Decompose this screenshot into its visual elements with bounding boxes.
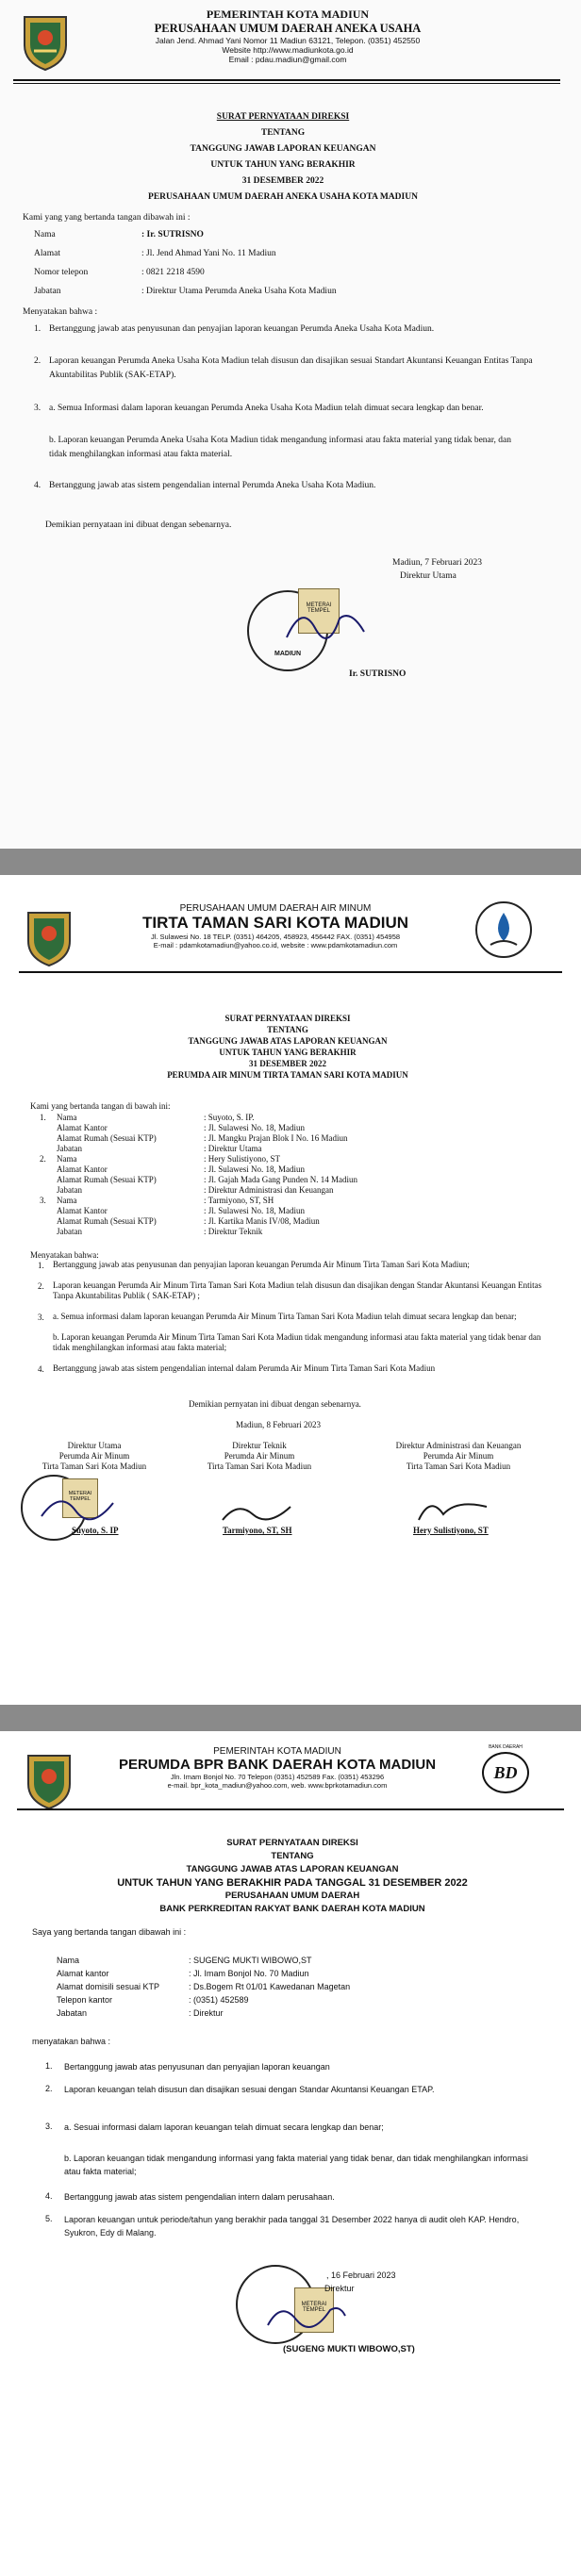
header-divider <box>19 971 562 973</box>
signer-name: Hery Sulistiyono, ST <box>413 1526 489 1535</box>
statement-item: b. Laporan keuangan Perumda Aneka Usaha Kota Madiun tidak mengandung informasi atau fakta material yang tidak benar, dan tidak menghilangkan informasi atau fakta material. <box>49 436 512 459</box>
field-label: Jabatan <box>34 287 61 296</box>
statement-item: Laporan keuangan untuk periode/tahun yang berakhir pada tanggal 31 Desember 2022 hanya di audit oleh KAP. Hendro, Syukron, Edy di Malang. <box>64 2215 520 2237</box>
statement-heading: Menyatakan bahwa : <box>23 307 98 317</box>
header-divider <box>13 79 560 84</box>
person-field-value: : Jl. Mangku Prajan Blok I No. 16 Madiun <box>204 1133 348 1143</box>
person-field-label: Alamat Rumah (Sesuai KTP) <box>57 1133 157 1143</box>
statement-item: Bertanggung jawab atas sistem pengendalian internal dalam Perumda Air Minum Tirta Taman Sari Kota Madiun <box>53 1363 436 1373</box>
header-email: Email : pdau.madiun@gmail.com <box>228 55 347 64</box>
field-label: Nomor telepon <box>34 268 89 277</box>
person-field-value: : Jl. Sulawesi No. 18, Madiun <box>204 1164 305 1174</box>
item-number: 1. <box>45 2061 53 2071</box>
person-field-label: Alamat Kantor <box>57 1164 108 1174</box>
field-value: : Direktur <box>189 2008 224 2018</box>
intro-text: Saya yang bertanda tangan dibawah ini : <box>32 1927 187 1937</box>
item-number: 4. <box>34 481 42 490</box>
field-label: Nama <box>57 1956 80 1965</box>
person-field-value: : Direktur Administrasi dan Keuangan <box>204 1185 334 1195</box>
statement-item: Bertanggung jawab atas penyusunan dan penyajian laporan keuangan Perumda Aneka Usaha Kota Madiun. <box>49 324 435 334</box>
person-field-label: Nama <box>57 1196 77 1205</box>
sign-date: Madiun, 8 Februari 2023 <box>236 1420 321 1429</box>
person-field-label: Nama <box>57 1113 77 1122</box>
signer-name: Tarmiyono, ST, SH <box>223 1526 292 1535</box>
person-number: 1. <box>40 1113 46 1122</box>
header-address: Jln. Imam Bonjol No. 70 Telepon (0351) 452589 Fax. (0351) 453296 <box>170 1773 385 1781</box>
letter-page-tirta-taman-sari <box>0 875 581 1705</box>
statement-item: a. Semua informasi dalam laporan keuangan Perumda Air Minum Tirta Taman Sari Kota Madiun telah dimuat secara lengkap dan benar; <box>53 1312 517 1321</box>
statement-item: Bertanggung jawab atas sistem pengendalian intern dalam perusahaan. <box>64 2192 335 2202</box>
item-number: 3. <box>38 1313 44 1322</box>
letter-page-bpr-bank-daerah <box>0 1731 581 2576</box>
meterai-label: METERAI TEMPEL <box>301 2302 327 2313</box>
item-number: 3. <box>45 2122 53 2131</box>
meterai-label: METERAI TEMPEL <box>306 603 332 614</box>
meterai-label: METERAI TEMPEL <box>68 1491 92 1502</box>
header-company: TIRTA TAMAN SARI KOTA MADIUN <box>141 914 409 932</box>
header-company-type: PERUSAHAAN UMUM DAERAH AIR MINUM <box>179 903 372 914</box>
closing-text: Demikian pernyatan ini dibuat dengan sebenarnya. <box>189 1399 361 1409</box>
signer-name: Ir. SUTRISNO <box>349 669 407 679</box>
statement-item: Bertanggung jawab atas penyusunan dan penyajian laporan keuangan Perumda Air Minum Tirta Taman Sari Kota Madiun; <box>53 1260 470 1269</box>
person-number: 3. <box>40 1196 46 1205</box>
signer-block-technical: Direktur Teknik Perumda Air Minum Tirta Taman Sari Kota Madiun <box>207 1441 312 1471</box>
person-field-value: : Direktur Teknik <box>204 1227 263 1236</box>
header-address: Jl. Sulawesi No. 18 TELP. (0351) 464205, 458923, 456442 FAX. (0351) 454958 <box>150 933 401 941</box>
person-field-label: Alamat Kantor <box>57 1123 108 1132</box>
header-company: PERUSAHAAN UMUM DAERAH ANEKA USAHA <box>154 22 422 35</box>
letter-page-aneka-usaha <box>0 0 581 849</box>
item-number: 1. <box>38 1261 44 1270</box>
signature-scribble <box>283 600 368 652</box>
header-government: PEMERINTAH KOTA MADIUN <box>206 8 370 21</box>
field-label: Telepon kantor <box>57 1995 113 2005</box>
item-number: 5. <box>45 2214 53 2223</box>
person-field-label: Alamat Kantor <box>57 1206 108 1215</box>
person-field-value: : Hery Sulistiyono, ST <box>204 1154 281 1164</box>
statement-item: a. Sesuai informasi dalam laporan keuangan telah dimuat secara lengkap dan benar; <box>64 2122 384 2132</box>
item-number: 4. <box>45 2191 53 2201</box>
person-field-label: Alamat Rumah (Sesuai KTP) <box>57 1216 157 1226</box>
document-title: SURAT PERNYATAAN DIREKSI TENTANG TANGGUNG JAWAB ATAS LAPORAN KEUANGAN UNTUK TAHUN YANG BERAKHIR 31 DESEMBER 2022 PERUMDA AIR MINUM TIRTA TAMAN SARI KOTA MADIUN <box>167 1014 408 1080</box>
signature-scribble <box>38 1488 132 1530</box>
person-field-value: : Tarmiyono, ST, SH <box>204 1196 274 1205</box>
header-email: E-mail : pdamkotamadiun@yahoo.co.id, website : www.pdamkotamadiun.com <box>153 941 398 949</box>
header-address: Jalan Jend. Ahmad Yani Nomor 11 Madiun 63121, Telepon. (0351) 452550 <box>155 36 421 45</box>
statement-item: b. Laporan keuangan Perumda Air Minum Tirta Taman Sari Kota Madiun tidak mengandung informasi atau fakta material yang tidak benar dan tidak menghilangkan informasi atau fakta material; <box>53 1332 541 1352</box>
item-number: 3. <box>34 404 42 413</box>
statement-item: a. Semua Informasi dalam laporan keuangan Perumda Aneka Usaha Kota Madiun telah dimuat secara lengkap dan benar. <box>49 404 484 413</box>
header-company: PERUMDA BPR BANK DAERAH KOTA MADIUN <box>118 1757 437 1773</box>
signer-block-finance: Direktur Administrasi dan Keuangan Perumda Air Minum Tirta Taman Sari Kota Madiun <box>395 1441 522 1471</box>
person-field-value: : Suyoto, S. IP. <box>204 1113 255 1122</box>
person-field-value: : Jl. Gajah Mada Gang Punden N. 14 Madiun <box>204 1175 357 1184</box>
item-number: 1. <box>34 324 42 334</box>
kota-madiun-crest-logo <box>25 909 81 966</box>
statement-item: b. Laporan keuangan tidak mengandung informasi yang fakta material yang tidak benar, dan tidak menghilangkan informasi atau fakta material; <box>64 2154 528 2176</box>
person-number: 2. <box>40 1154 46 1164</box>
field-value: : Direktur Utama Perumda Aneka Usaha Kota Madiun <box>141 287 337 296</box>
statement-item: Laporan keuangan telah disusun dan disajikan sesuai dengan Standar Akuntansi Keuangan ETAP. <box>64 2085 435 2094</box>
letterhead <box>66 8 509 64</box>
person-field-label: Jabatan <box>57 1227 82 1236</box>
header-divider <box>17 1808 564 1810</box>
item-number: 2. <box>34 356 42 366</box>
item-number: 2. <box>45 2084 53 2093</box>
statement-heading: menyatakan bahwa : <box>32 2037 111 2046</box>
document-title: SURAT PERNYATAAN DIREKSI TENTANG TANGGUNG JAWAB LAPORAN KEUANGAN UNTUK TAHUN YANG BERAKHIR 31 DESEMBER 2022 PERUSAHAAN UMUM DAERAH ANEKA USAHA KOTA MADIUN <box>148 112 418 202</box>
logo-caption: BANK DAERAH <box>489 1744 523 1750</box>
person-field-value: : Jl. Sulawesi No. 18, Madiun <box>204 1123 305 1132</box>
header-government: PEMERINTAH KOTA MADIUN <box>213 1746 341 1757</box>
header-email: e-mail. bpr_kota_madiun@yahoo.com, web. www.bprkotamadiun.com <box>167 1781 388 1790</box>
person-field-label: Jabatan <box>57 1185 82 1195</box>
person-field-value: : Jl. Sulawesi No. 18, Madiun <box>204 1206 305 1215</box>
person-field-value: : Direktur Utama <box>204 1144 262 1153</box>
signer-role: Direktur <box>324 2284 355 2293</box>
intro-text: Kami yang bertanda tangan di bawah ini: <box>30 1101 171 1111</box>
logo-monogram: BD <box>482 1752 529 1793</box>
sign-date: Madiun, 7 Februari 2023 <box>392 558 482 568</box>
signer-name: (SUGENG MUKTI WIBOWO,ST) <box>283 2344 415 2354</box>
item-number: 4. <box>38 1364 44 1374</box>
field-label: Alamat domisili sesuai KTP <box>57 1982 160 1991</box>
person-field-label: Nama <box>57 1154 77 1164</box>
field-label: Alamat kantor <box>57 1969 109 1978</box>
signer-role: Direktur Utama <box>400 571 456 581</box>
stamp-label: MADIUN <box>274 651 301 657</box>
document-title: SURAT PERNYATAAN DIREKSI TENTANG TANGGUNG JAWAB ATAS LAPORAN KEUANGAN UNTUK TAHUN YANG BERAKHIR PADA TANGGAL 31 DESEMBER 2022 PERUSAHAAN UMUM DAERAH BANK PERKREDITAN RAKYAT BANK DAERAH KOTA MADIUN <box>117 1838 468 1914</box>
field-label: Alamat <box>34 249 60 258</box>
statement-item: Bertanggung jawab atas penyusunan dan penyajian laporan keuangan <box>64 2062 330 2072</box>
field-value: : Jl. Jend Ahmad Yani No. 11 Madiun <box>141 249 276 258</box>
field-value: : Ir. SUTRISNO <box>141 230 204 239</box>
statement-item: Laporan keuangan Perumda Air Minum Tirta Taman Sari Kota Madiun telah disusun dan disajikan dengan Standar Akuntansi Keuangan Entitas Tanpa Akuntabilitas Publik ( SAK-ETAP) ; <box>53 1280 542 1300</box>
bank-daerah-logo <box>477 1744 534 1793</box>
field-label: Nama <box>34 230 56 239</box>
sign-date: , 16 Februari 2023 <box>326 2271 396 2280</box>
signer-block-director: Direktur Utama Perumda Air Minum Tirta Taman Sari Kota Madiun <box>42 1441 147 1471</box>
field-value: : Jl. Imam Bonjol No. 70 Madiun <box>189 1969 309 1978</box>
closing-text: Demikian pernyataan ini dibuat dengan sebenarnya. <box>45 520 232 530</box>
field-value: : SUGENG MUKTI WIBOWO,ST <box>189 1956 312 1965</box>
signature-scribble <box>264 2297 349 2339</box>
intro-text: Kami yang yang bertanda tangan dibawah ini : <box>23 213 191 223</box>
pdam-logo <box>475 901 532 958</box>
letterhead <box>79 1746 475 1790</box>
person-field-label: Jabatan <box>57 1144 82 1153</box>
statement-item: Laporan keuangan Perumda Aneka Usaha Kota Madiun telah disusun dan disajikan sesuai Standart Akuntansi Keuangan Entitas Tanpa Akuntabilitas Publik (SAK-ETAP). <box>49 356 533 380</box>
item-number: 2. <box>38 1281 44 1291</box>
person-field-label: Alamat Rumah (Sesuai KTP) <box>57 1175 157 1184</box>
field-label: Jabatan <box>57 2008 88 2018</box>
person-field-value: : Jl. Kartika Manis IV/08, Madiun <box>204 1216 320 1226</box>
letterhead <box>77 903 473 949</box>
header-website: Website http://www.madiunkota.go.id <box>222 45 354 55</box>
field-value: : Ds.Bogem Rt 01/01 Kawedanan Magetan <box>189 1982 351 1991</box>
statement-heading: Menyatakan bahwa: <box>30 1250 99 1260</box>
field-value: : (0351) 452589 <box>189 1995 249 2005</box>
kota-madiun-crest-logo <box>25 1752 81 1808</box>
signer-name: Suyoto, S. IP <box>72 1526 119 1535</box>
statement-item: Bertanggung jawab atas sistem pengendalian internal Perumda Aneka Usaha Kota Madiun. <box>49 481 376 490</box>
field-value: : 0821 2218 4590 <box>141 268 205 277</box>
